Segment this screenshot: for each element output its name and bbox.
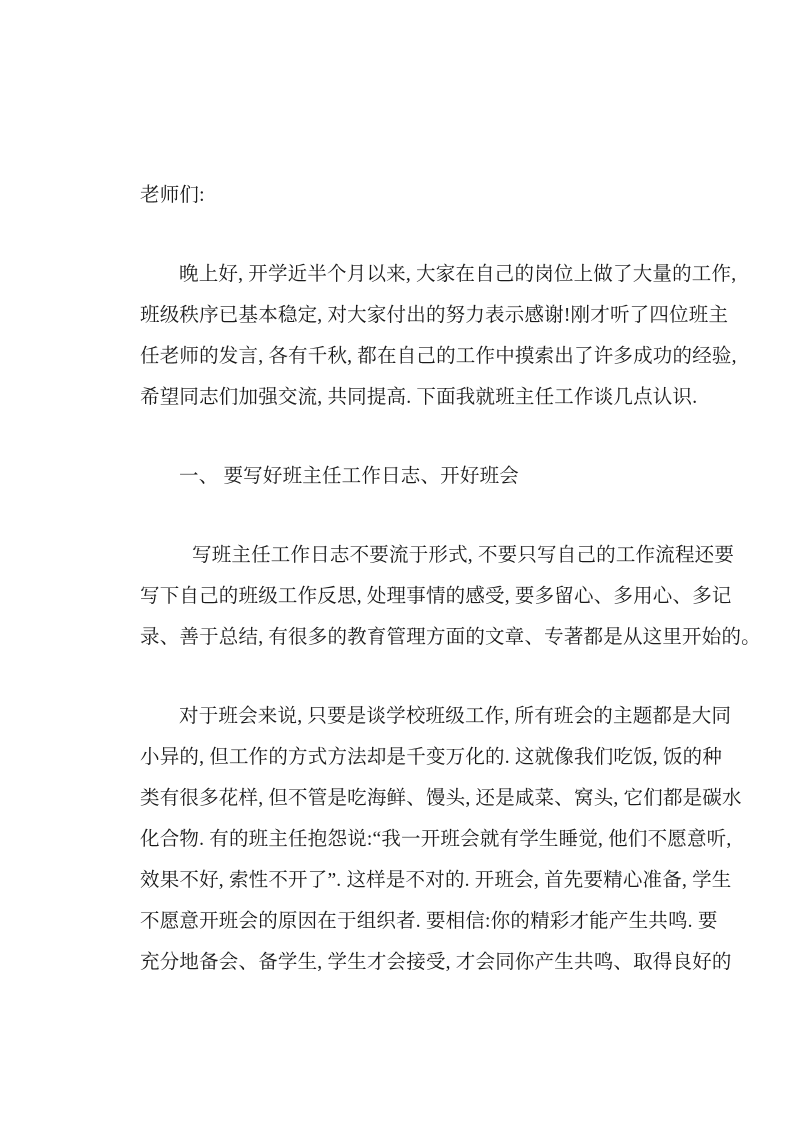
paragraph-line: 化合物. 有的班主任抱怨说:“我一开班会就有学生睡觉, 他们不愿意听, xyxy=(140,829,732,850)
paragraph-text: 对于班会来说, 只要是谈学校班级工作, 所有班会的主题都是大同 xyxy=(179,706,732,727)
spacer xyxy=(140,216,693,254)
paragraph-class-meeting xyxy=(140,696,742,983)
paragraph-work-log xyxy=(140,535,761,658)
heading-line xyxy=(140,456,693,497)
spacer xyxy=(140,658,693,696)
paragraph-line xyxy=(140,254,737,295)
salutation xyxy=(140,175,693,216)
paragraph-text: 晚上好, 开学近半个月以来, 大家在自己的岗位上做了大量的工作, xyxy=(179,264,737,285)
document-body xyxy=(140,175,761,983)
paragraph-line: 希望同志们加强交流, 共同提高. 下面我就班主任工作谈几点认识. xyxy=(140,387,698,408)
paragraph-line: 录、善于总结, 有很多的教育管理方面的文章、专著都是从这里开始的。 xyxy=(140,627,761,648)
paragraph-line: 类有很多花样, 但不管是吃海鲜、馒头, 还是咸菜、窝头, 它们都是碳水 xyxy=(140,788,742,809)
paragraph-line: 效果不好, 索性不开了”. 这样是不对的. 开班会, 首先要精心准备, 学生 xyxy=(140,870,732,891)
paragraph-line xyxy=(140,696,732,737)
spacer xyxy=(140,497,693,535)
paragraph-line: 充分地备会、备学生, 学生才会接受, 才会同你产生共鸣、取得良好的 xyxy=(140,952,732,973)
paragraph-line: 任老师的发言, 各有千秋, 都在自己的工作中摸索出了许多成功的经验, xyxy=(140,346,737,367)
paragraph-line: 写下自己的班级工作反思, 处理事情的感受, 要多留心、多用心、多记 xyxy=(140,586,732,607)
paragraph-text: 写班主任工作日志不要流于形式, 不要只写自己的工作流程还要 xyxy=(192,545,735,566)
heading-text: 一、 要写好班主任工作日志、开好班会 xyxy=(179,466,519,487)
paragraph-line xyxy=(140,535,735,576)
paragraph-opening xyxy=(140,254,737,418)
spacer xyxy=(140,418,693,456)
paragraph-line: 小异的, 但工作的方式方法却是千变万化的. 这就像我们吃饭, 饭的种 xyxy=(140,747,723,768)
salutation-line: 老师们: xyxy=(140,185,205,206)
paragraph-line: 班级秩序已基本稳定, 对大家付出的努力表示感谢!刚才听了四位班主 xyxy=(140,305,729,326)
heading-section-one xyxy=(140,456,693,497)
paragraph-line: 不愿意开班会的原因在于组织者. 要相信:你的精彩才能产生共鸣. 要 xyxy=(140,911,718,932)
